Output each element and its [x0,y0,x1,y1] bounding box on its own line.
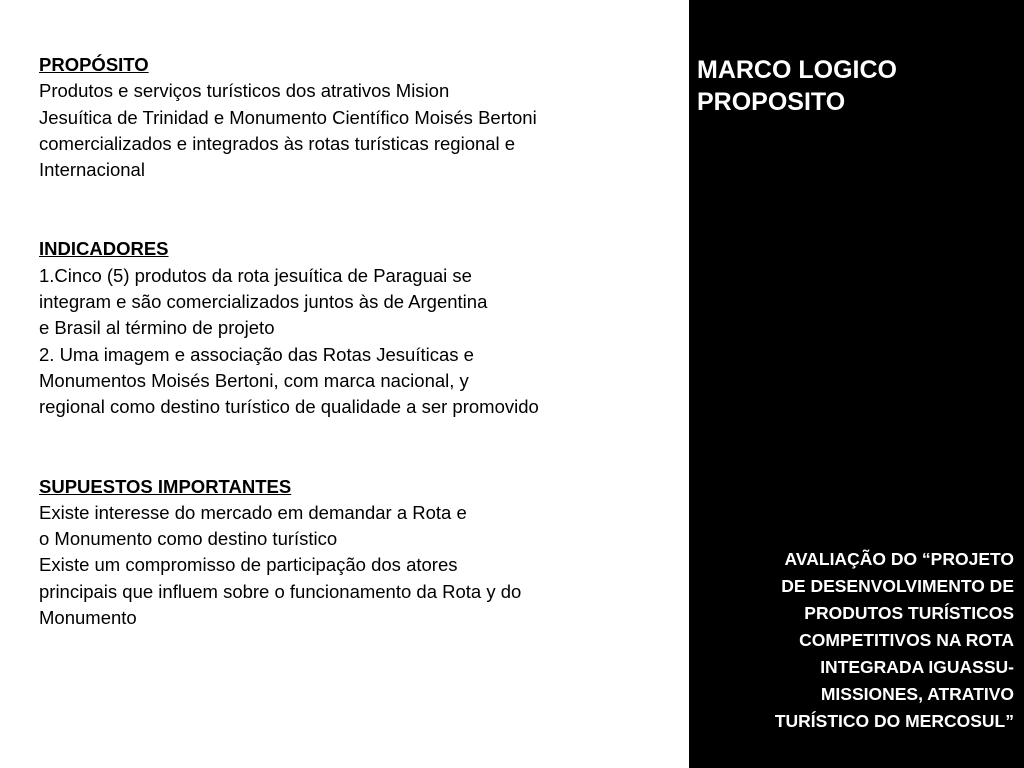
spacer [39,183,679,236]
indicadores-line: integram e são comercializados juntos às de Argentina [39,291,488,313]
proposito-line: Jesuítica de Trinidad e Monumento Científico Moisés Bertoni [39,106,537,128]
supuestos-line: o Monumento como destino turístico [39,528,338,550]
sidebar-footer-line: DE DESENVOLVIMENTO DE [781,576,1014,596]
supuestos-line: Monumento [39,607,137,629]
sidebar-footer-line: COMPETITIVOS NA ROTA [799,630,1014,650]
sidebar-title [697,54,1017,118]
indicadores-heading: INDICADORES [39,238,169,260]
indicadores-line: Monumentos Moisés Bertoni, com marca nacional, y [39,369,469,391]
sidebar-footer-line: PRODUTOS TURÍSTICOS [804,603,1014,623]
sidebar-footer-line: AVALIAÇÃO DO “PROJETO [784,549,1014,569]
sidebar-title-line: MARCO LOGICO [697,56,897,84]
proposito-line: Internacional [39,159,145,181]
content-column [39,52,679,631]
supuestos-line: principais que influem sobre o funcionamento da Rota y do [39,580,522,602]
indicadores-line: regional como destino turístico de qualidade a ser promovido [39,396,539,418]
proposito-line: Produtos e serviços turísticos dos atrativos Mision [39,80,450,102]
supuestos-line: Existe interesse do mercado em demandar a Rota e [39,501,467,523]
sidebar-footer [694,546,1014,735]
indicadores-line: e Brasil al término de projeto [39,317,275,339]
proposito-section [39,52,679,183]
supuestos-line: Existe um compromisso de participação dos atores [39,554,458,576]
sidebar-title-line: PROPOSITO [697,88,846,116]
sidebar-footer-line: MISSIONES, ATRATIVO [820,684,1014,704]
sidebar-footer-line: INTEGRADA IGUASSU- [820,657,1014,677]
indicadores-section [39,236,679,420]
sidebar-panel [689,0,1024,768]
supuestos-section [39,474,679,632]
proposito-heading: PROPÓSITO [39,54,149,75]
spacer [39,421,679,474]
sidebar-footer-line: TURÍSTICO DO MERCOSUL” [774,711,1014,731]
indicadores-line: 2. Uma imagem e associação das Rotas Jesuíticas e [39,343,474,365]
supuestos-heading: SUPUESTOS IMPORTANTES [39,475,292,497]
indicadores-line: 1.Cinco (5) produtos da rota jesuítica de Paraguai se [39,264,472,286]
proposito-line: comercializados e integrados às rotas turísticas regional e [39,132,516,154]
